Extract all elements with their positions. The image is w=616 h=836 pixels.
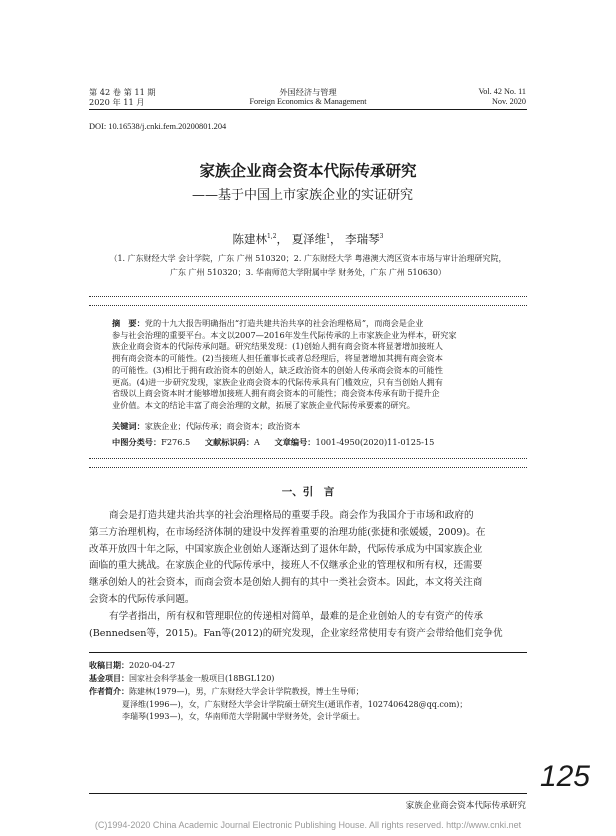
author-name: 陈建林 bbox=[232, 232, 267, 246]
body-line: 面临的重大挑战。在家族企业的代际传承中，接班人不仅继承企业的管理权和所有权，还需要 bbox=[89, 560, 483, 572]
body-line: 商会是打造共建共治共享的社会治理格局的重要手段。商会作为我国介于市场和政府的 bbox=[109, 510, 474, 521]
author-list bbox=[0, 231, 616, 247]
abstract-divider-top bbox=[89, 305, 527, 306]
abstract bbox=[112, 318, 532, 412]
author-separator: ， bbox=[330, 232, 342, 246]
affiliation-line: 广东 广州 510320；3. 华南师范大学附属中学 财务处，广东 广州 510630） bbox=[170, 268, 446, 277]
abstract-line: 拥有商会资本的可能性。(2)当接班人担任董事长或者总经理后，将显著增加其拥有商会资本 bbox=[112, 353, 443, 364]
author-affiliation-mark: 3 bbox=[379, 233, 384, 241]
abstract-line: 的可能性。(3)相比于拥有政治资本的创始人，缺乏政治资本的创始人传承商会资本的可能性 bbox=[112, 364, 443, 375]
footer-rule bbox=[89, 793, 527, 794]
doi: DOI: 10.16538/j.cnki.fem.20200801.204 bbox=[89, 122, 227, 131]
clc-value: F276.5 bbox=[161, 437, 191, 447]
author-bio-label: 作者简介： bbox=[89, 686, 129, 697]
keywords bbox=[112, 421, 300, 433]
body-line: 会资本的代际传承问题。 bbox=[89, 593, 195, 605]
body-line: 改革开放四十年之际，中国家族企业创始人逐渐达到了退休年龄，代际传承成为中国家族企业 bbox=[89, 543, 483, 555]
abstract-divider-top bbox=[89, 296, 527, 297]
body-line: 有学者指出，所有权和管理职位的传递相对简单，最难的是企业创始人的专有资产的传承 bbox=[109, 610, 484, 622]
header-date-zh: 2020 年 11 月 bbox=[89, 97, 145, 107]
author-bio-line: 陈建林(1979—)，男，广东财经大学会计学院教授，博士生导师； bbox=[129, 687, 364, 697]
abstract-divider-bottom bbox=[89, 467, 527, 468]
article-subtitle: ——基于中国上市家族企业的实证研究 bbox=[192, 188, 414, 203]
footnotes bbox=[89, 659, 467, 723]
clc-label: 中图分类号： bbox=[112, 437, 162, 447]
author-name: 李瑞琴 bbox=[345, 232, 380, 246]
author-affiliation-mark: 1,2 bbox=[266, 233, 277, 241]
running-footer: 家族企业商会资本代际传承研究 bbox=[405, 801, 526, 811]
author-name: 夏泽维 bbox=[291, 232, 327, 246]
abstract-line: 更高。(4)进一步研究发现，家族企业商会资本的代际传承具有门槛效应，只有当创始人拥有 bbox=[112, 376, 443, 387]
fund-value: 国家社会科学基金一般项目(18BGL120) bbox=[129, 674, 275, 684]
body-line: (Bennedsen等，2015)。Fan等(2012)的研究发现，企业家经常使用专有资产会带给他们竞争优 bbox=[89, 627, 503, 639]
received-date: 2020-04-27 bbox=[129, 661, 176, 670]
abstract-line: 族企业商会资本的代际传承问题。研究结果发现：(1)创始人拥有商会资本将显著增加接班人 bbox=[112, 341, 443, 352]
keywords-value: 家族企业；代际传承；商会资本；政治资本 bbox=[144, 421, 301, 431]
article-number-value: 1001-4950(2020)11-0125-15 bbox=[315, 437, 435, 447]
header-journal-en: Foreign Economics & Management bbox=[249, 97, 367, 106]
footnote-rule bbox=[89, 652, 527, 653]
header-volume-zh: 第 42 卷 第 11 期 bbox=[89, 87, 156, 97]
header-rule bbox=[89, 109, 527, 110]
header-volume-en: Vol. 42 No. 11 bbox=[478, 87, 526, 96]
classification bbox=[112, 437, 434, 449]
body-line: 继承创始人的社会资本，而商会资本是创始人拥有的其中一类社会资本。因此，本文将关注商 bbox=[89, 577, 483, 589]
doc-code-label: 文献标识码： bbox=[204, 437, 255, 447]
header-journal-zh: 外国经济与管理 bbox=[279, 87, 337, 97]
abstract-divider-bottom bbox=[89, 458, 527, 459]
abstract-line: 省级以上商会资本时才能够增加接班人拥有商会资本的可能性；商会资本传承有助于提升企 bbox=[112, 388, 440, 399]
article-number-label: 文章编号： bbox=[274, 437, 316, 447]
section-heading: 一、引 言 bbox=[281, 486, 335, 498]
abstract-line: 参与社会治理的重要平台。本文以2007—2016年发生代际传承的上市家族企业为样本，研究家 bbox=[112, 329, 457, 340]
doc-code-value: A bbox=[254, 437, 260, 447]
author-bio-line: 李瑞琴(1993—)，女，华南师范大学附属中学财务处，会计学硕士。 bbox=[122, 711, 365, 721]
abstract-line: 业价值。本文的结论丰富了商会治理的文献，拓展了家族企业代际传承要素的研究。 bbox=[112, 399, 415, 410]
author-bio-line: 夏泽维(1996—)，女，广东财经大学会计学院硕士研究生(通讯作者，1027406428@qq.com)； bbox=[122, 699, 468, 709]
received-label: 收稿日期： bbox=[89, 660, 129, 670]
author-separator: ， bbox=[276, 232, 289, 246]
abstract-line: 党的十九大报告明确指出“打造共建共治共享的社会治理格局”，而商会是企业 bbox=[144, 318, 424, 328]
keywords-label: 关键词： bbox=[112, 421, 145, 431]
author-affiliation-mark: 1 bbox=[326, 233, 331, 241]
header-date-en: Nov. 2020 bbox=[491, 97, 526, 106]
fund-label: 基金项目： bbox=[89, 673, 129, 684]
body-text bbox=[89, 508, 529, 642]
page-number: 125 bbox=[539, 760, 590, 793]
body-line: 第三方治理机构，在市场经济体制的建设中发挥着重要的治理功能(张捷和张媛媛，2009)。在 bbox=[89, 526, 486, 538]
copyright-notice: (C)1994-2020 China Academic Journal Electronic Publishing House. All rights reserved. http://www.cnki.net bbox=[94, 820, 522, 830]
article-title: 家族企业商会资本代际传承研究 bbox=[199, 162, 417, 180]
affiliation-line: （1. 广东财经大学 会计学院，广东 广州 510320；2. 广东财经大学 粤港澳大湾区资本市场与审计治理研究院， bbox=[109, 254, 507, 263]
abstract-label: 摘 要： bbox=[112, 318, 145, 328]
